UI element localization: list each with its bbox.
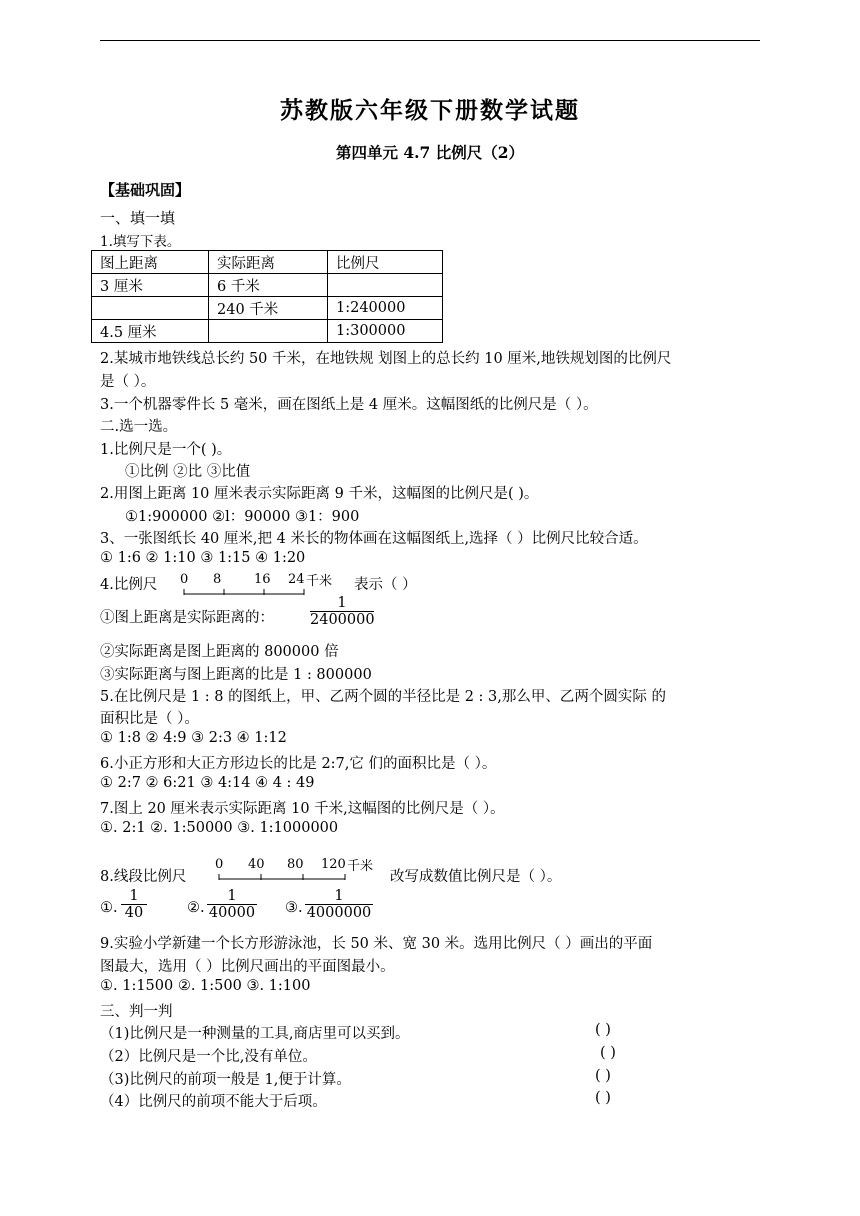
part2-q7: 7.图上 20 厘米表示实际距离 10 千米,这幅图的比例尺是（ ）。 — [100, 801, 505, 817]
fraction-denominator: 40000 — [208, 905, 256, 921]
q8-scale-tick-40: 40 — [248, 857, 265, 872]
table-cell: 4.5 厘米 — [92, 320, 209, 343]
part2-q8-suffix: 改写成数值比例尺是（ ）。 — [390, 869, 562, 885]
part2-q5-line2: 面积比是（ ）。 — [100, 711, 199, 727]
part2-q1: 1.比例尺是一个( )。 — [100, 442, 232, 458]
table-cell — [209, 320, 328, 343]
page-subtitle: 第四单元 4.7 比例尺（2） — [335, 143, 525, 162]
part2-q8-prefix: 8.线段比例尺 — [100, 869, 187, 885]
judge-item-1: （1)比例尺是一种测量的工具,商店里可以买到。 — [100, 1026, 410, 1042]
q8-line-scale — [215, 872, 350, 882]
judge-blank-1: ( ) — [595, 1022, 611, 1038]
part1-q2-line2: 是（ ）。 — [100, 374, 156, 390]
table-cell: 240 千米 — [209, 297, 328, 320]
part1-q1: 1.填写下表。 — [100, 234, 181, 250]
table-header-cell: 实际距离 — [209, 251, 328, 274]
judge-blank-4: ( ) — [595, 1090, 611, 1106]
q8-opt2-label: ②. — [187, 900, 205, 916]
part2-q9-options: ①. 1:1500 ②. 1:500 ③. 1:100 — [100, 978, 311, 994]
q8-scale-tick-120: 120 — [321, 857, 346, 872]
table-header-cell: 比例尺 — [328, 251, 443, 274]
part2-q5-line1: 5.在比例尺是 1 : 8 的图纸上，甲、乙两个圆的半径比是 2 : 3,那么甲、乙两个圆实际 的 — [100, 689, 666, 705]
judge-item-3: （3)比例尺的前项一般是 1,便于计算。 — [100, 1072, 351, 1088]
table-row — [92, 320, 443, 343]
q8-scale-unit: 千米 — [347, 859, 374, 874]
part2-q3-options: ① 1:6 ② 1:10 ③ 1:15 ④ 1:20 — [100, 550, 306, 566]
table-cell — [328, 274, 443, 297]
q4-scale-tick-0: 0 — [180, 572, 189, 587]
table-cell: 6 千米 — [209, 274, 328, 297]
judge-item-4: （4）比例尺的前项不能大于后项。 — [100, 1094, 327, 1110]
q8-opt1-fraction — [121, 888, 147, 921]
part3-heading: 三、判一判 — [100, 1004, 173, 1020]
fraction-denominator: 2400000 — [310, 612, 375, 628]
table-header-cell: 图上距离 — [92, 251, 209, 274]
fraction-numerator: 1 — [334, 888, 344, 904]
q4-scale-tick-8: 8 — [213, 572, 222, 587]
table-row — [92, 297, 443, 320]
part2-q2: 2.用图上距离 10 厘米表示实际距离 9 千米，这幅图的比例尺是( )。 — [100, 486, 539, 502]
part2-q4-opt1-text: ①图上距离是实际距离的： — [100, 610, 274, 626]
table-cell: 1:300000 — [328, 320, 443, 343]
q4-scale-tick-16: 16 — [254, 572, 271, 587]
table-cell: 3 厘米 — [92, 274, 209, 297]
table-row — [92, 274, 443, 297]
q4-scale-unit: 千米 — [306, 574, 333, 589]
part2-q9-line2: 图最大，选用（ ）比例尺画出的平面图最小。 — [100, 959, 395, 975]
table-cell — [92, 297, 209, 320]
table-cell: 1:240000 — [328, 297, 443, 320]
fraction-denominator: 4000000 — [306, 905, 372, 921]
part2-q3: 3、一张图纸长 40 厘米,把 4 米长的物体画在这幅图纸上,选择（ ）比例尺比较合适。 — [100, 531, 648, 547]
part2-heading: 二.选一选。 — [100, 419, 178, 435]
part1-q2-line1: 2.某城市地铁线总长约 50 千米，在地铁规 划图上的总长约 10 厘米,地铁规划图的比例尺 — [100, 351, 672, 367]
part2-q5-options: ① 1:8 ② 4:9 ③ 2:3 ④ 1:12 — [100, 730, 287, 746]
judge-blank-3: ( ) — [595, 1068, 611, 1084]
fill-table — [91, 250, 443, 343]
fraction-numerator: 1 — [227, 888, 237, 904]
part2-q7-options: ①. 2:1 ②. 1:50000 ③. 1:1000000 — [100, 820, 339, 836]
fraction-numerator: 1 — [337, 595, 347, 611]
part2-q2-options: ①1:900000 ②l：90000 ③1：900 — [125, 509, 360, 525]
part2-q4-suffix: 表示（ ） — [354, 577, 417, 593]
part2-q6: 6.小正方形和大正方形边长的比是 2:7,它 们的面积比是（ ）。 — [100, 756, 497, 772]
q8-opt2-fraction — [207, 888, 257, 921]
q4-scale-tick-24: 24 — [288, 572, 305, 587]
part1-q3: 3.一个机器零件长 5 毫米，画在图纸上是 4 厘米。这幅图纸的比例尺是（ ）。 — [100, 397, 598, 413]
header-rule — [100, 40, 760, 41]
part2-q6-options: ① 2:7 ② 6:21 ③ 4:14 ④ 4 : 49 — [100, 775, 315, 791]
fraction-denominator: 40 — [124, 905, 144, 921]
part2-q9-line1: 9.实验小学新建一个长方形游泳池，长 50 米、宽 30 米。选用比例尺（ ）画出的平面 — [100, 936, 653, 952]
q8-scale-tick-0: 0 — [215, 857, 224, 872]
q4-line-scale — [180, 588, 310, 598]
q8-opt1-label: ①. — [100, 900, 118, 916]
section-basic-heading: 【基础巩固】 — [100, 181, 191, 199]
q8-scale-tick-80: 80 — [287, 857, 304, 872]
part2-q4-opt2: ②实际距离是图上距离的 800000 倍 — [100, 644, 339, 660]
part2-q4-opt3: ③实际距离与图上距离的比是 1 : 800000 — [100, 667, 372, 683]
part2-q1-options: ①比例 ②比 ③比值 — [125, 464, 251, 480]
part2-q4-prefix: 4.比例尺 — [100, 577, 158, 593]
q8-opt3-label: ③. — [285, 900, 303, 916]
fraction-numerator: 1 — [129, 888, 139, 904]
judge-blank-2: ( ) — [600, 1045, 616, 1061]
part1-heading: 一、填一填 — [100, 209, 176, 227]
judge-item-2: （2）比例尺是一个比,没有单位。 — [100, 1049, 317, 1065]
q4-opt1-fraction — [310, 595, 374, 628]
page-title: 苏教版六年级下册数学试题 — [280, 97, 580, 124]
table-header-row — [92, 251, 443, 274]
q8-opt3-fraction — [305, 888, 373, 921]
